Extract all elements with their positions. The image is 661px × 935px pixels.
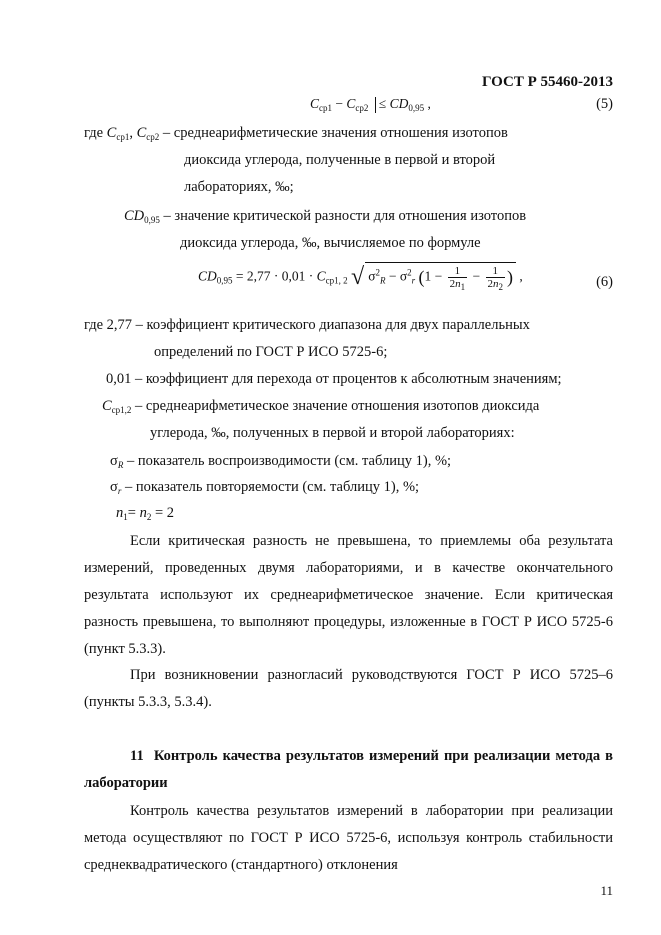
section-heading: 11 Контроль качества результатов измерений при реализации метода в лаборатории: [84, 748, 614, 791]
page-number: 11: [600, 883, 613, 898]
definition-sigma-r-lower: $\sigma_r$ – показатель повторяемости (см. таблицу 1), %;: [110, 479, 420, 496]
definition-cd: $CD_{0,95}$ – значение критической разности для отношения изотопов: [124, 208, 527, 225]
formula-6: $CD_{0,95} = 2,77 \cdot 0,01 \cdot C_{ср1, 2}$ √ $\sigma^2_R - \sigma^2_r$ (1 − $\frac{1}{2n_1}$ − $\frac{1}{2n_2}$ ) ,: [198, 264, 523, 292]
definition-cavg: где $C_{ср1}$, $C_{ср2}$ – среднеарифметические значения отношения изотопов: [84, 125, 508, 142]
paragraph-critical-difference: Если критическая разность не превышена, то приемлемы оба результата измерений, проведенных двумя лабораториями, и в качестве окончательного результата используют их среднеарифметическое значение. Если критическая разность превышена, то выполняют процедуры, изложенные в ГОСТ Р ИСО 5725-6 (пункт 5.3.3).: [84, 533, 613, 657]
definition-277-line2: определений по ГОСТ Р ИСО 5725-6;: [154, 344, 388, 360]
definition-277: где 2,77 – коэффициент критического диапазона для двух параллельных: [84, 317, 530, 333]
formula-5-number: (5): [596, 96, 613, 112]
formula-6-number: (6): [596, 274, 613, 290]
definition-sigma-r-upper: $\sigma_R$ – показатель воспроизводимости (см. таблицу 1), %;: [110, 453, 452, 470]
document-header: ГОСТ Р 55460-2013: [481, 74, 613, 90]
definition-001: 0,01 – коэффициент для перехода от процентов к абсолютным значениям;: [106, 371, 562, 387]
definition-n: $n_1= n_2 = 2$: [116, 505, 174, 522]
paragraph-disagreements: При возникновении разногласий руководствуются ГОСТ Р ИСО 5725–6 (пункты 5.3.3, 5.3.4).: [84, 667, 613, 710]
definition-cavg-line3: лабораториях, ‰;: [184, 179, 294, 195]
definition-cd-line2: диоксида углерода, ‰, вычисляемое по формуле: [180, 235, 481, 251]
formula-5: $C_{ср1} - C_{ср2} \le CD_{0,95}$ ,: [310, 96, 431, 113]
paragraph-quality-control: Контроль качества результатов измерений в лаборатории при реализации метода осуществляют по ГОСТ Р ИСО 5725-6, используя контроль стабильности среднеквадратического (стандартного) отклонения: [84, 803, 613, 873]
definition-cavg12: $C_{ср1,2}$ – среднеарифметическое значение отношения изотопов диоксида: [102, 398, 540, 415]
definition-cavg-line2: диоксида углерода, полученные в первой и второй: [184, 152, 496, 168]
definition-cavg12-line2: углерода, ‰, полученных в первой и второй лабораториях:: [150, 425, 515, 441]
